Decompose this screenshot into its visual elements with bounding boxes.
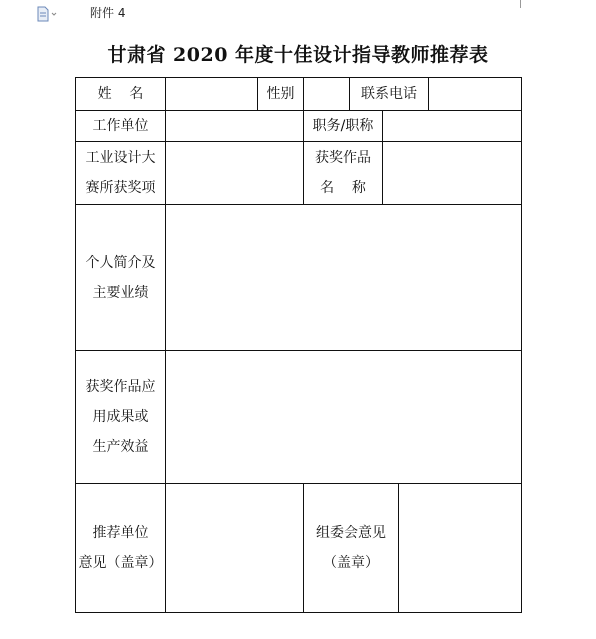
work-name-label: [304, 142, 382, 204]
committee-label: [304, 484, 398, 612]
award-label-line1: 工业设计大: [85, 150, 156, 166]
benefit-field[interactable]: [166, 351, 521, 483]
work-name-field[interactable]: [383, 142, 521, 204]
profile-field[interactable]: [166, 205, 521, 350]
committee-label-line2: （盖章）: [323, 555, 379, 571]
attachment-label: 附件 4: [90, 6, 126, 20]
recommend-label-line2: 意见（盖章）: [78, 555, 163, 571]
committee-label-line1: 组委会意见: [316, 525, 386, 541]
profile-label-line1: 个人简介及: [85, 254, 156, 271]
position-label: 职务/职称: [312, 118, 374, 134]
recommend-label: [76, 484, 165, 612]
committee-field[interactable]: [399, 484, 521, 612]
recommend-label-line1: 推荐单位: [92, 525, 149, 541]
profile-label: [76, 205, 165, 350]
award-label: [76, 142, 165, 204]
work-name-label-line1: 获奖作品: [315, 150, 371, 166]
name-label-text: 姓 名: [97, 86, 144, 102]
work-unit-label: 工作单位: [92, 118, 149, 134]
recommend-field[interactable]: [166, 484, 303, 612]
page-title: 甘肃省 2020 年度十佳设计指导教师推荐表: [107, 44, 489, 66]
benefit-label: [76, 351, 165, 483]
gender-label: 性别: [266, 86, 295, 102]
position-field[interactable]: [383, 111, 521, 141]
work-unit-field[interactable]: [166, 111, 303, 141]
benefit-label-line3: 生产效益: [92, 439, 149, 455]
work-name-label-line2: 名 称: [320, 180, 366, 196]
award-field[interactable]: [166, 142, 303, 204]
phone-label: 联系电话: [361, 86, 417, 102]
name-field[interactable]: [166, 78, 257, 110]
name-label: [76, 78, 165, 110]
benefit-label-line1: 获奖作品应: [85, 379, 156, 395]
gender-field[interactable]: [304, 78, 349, 110]
benefit-label-line2: 用成果或: [92, 409, 149, 425]
phone-field[interactable]: [429, 78, 521, 110]
award-label-line2: 赛所获奖项: [85, 180, 156, 196]
profile-label-line2: 主要业绩: [92, 284, 149, 301]
